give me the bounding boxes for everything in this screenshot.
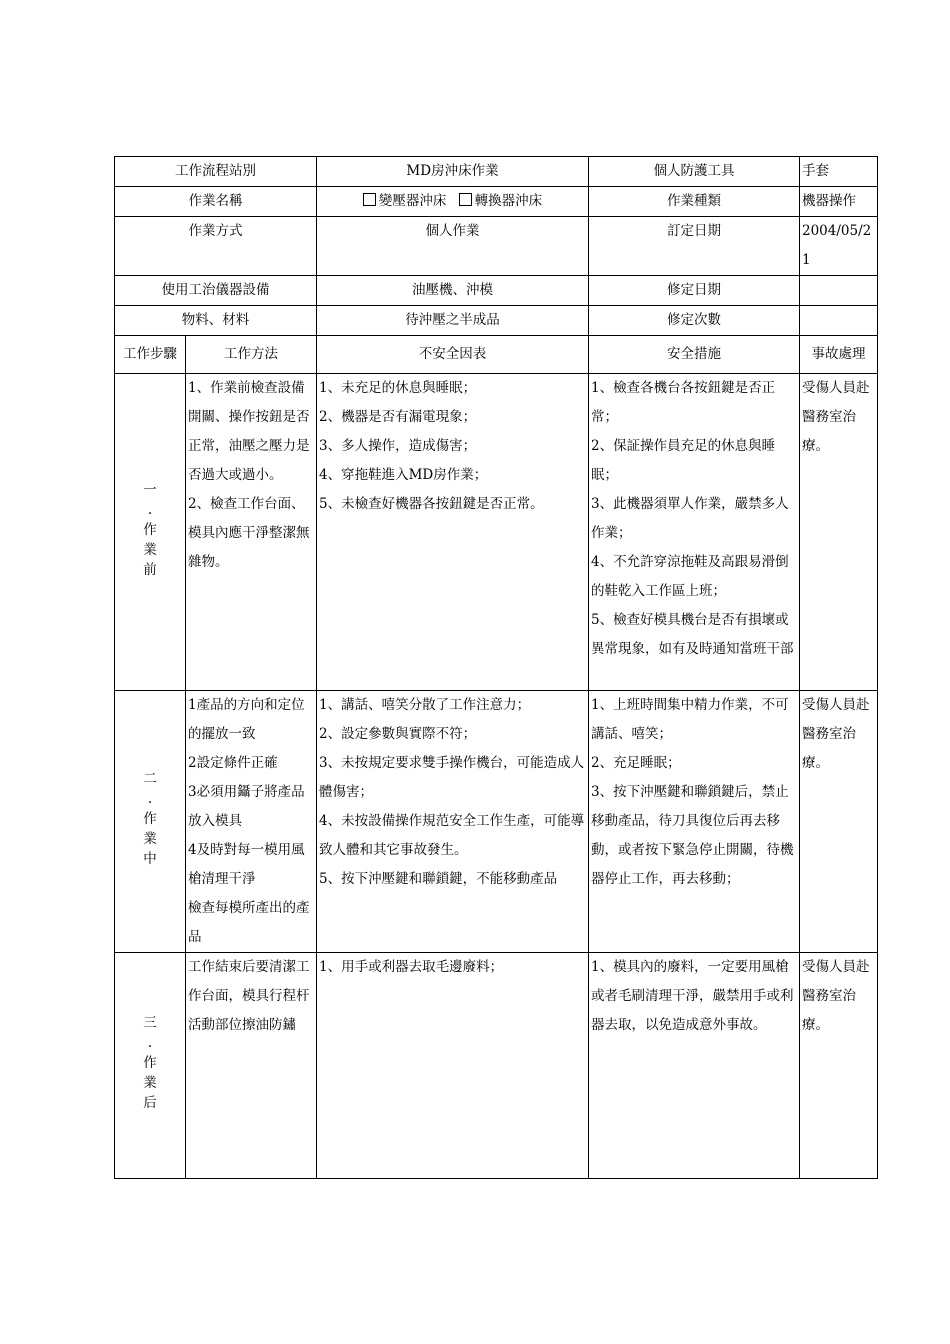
list-item: 2設定條件正確 [188,755,278,771]
step-measures [589,374,800,691]
row-job-name [115,187,878,217]
step-accident: 受傷人員赴醫務室治療。 [800,953,878,1179]
step-measures [589,953,800,1179]
step-label [115,953,186,1179]
list-item: 2、機器是否有漏電現象； [319,409,477,425]
step-label [115,691,186,953]
checkbox-icon [459,193,472,206]
step-row [115,691,878,953]
step-label-text: 二 . 作 業 中 [143,771,157,867]
step-label-text: 三 . 作 業 后 [143,1015,157,1111]
list-item: 3、未按規定要求雙手操作機台，可能造成人體傷害； [319,755,585,800]
step-accident: 受傷人員赴醫務室治療。 [800,691,878,953]
job-type-value: 機器操作 [800,187,878,217]
ppe-value: 手套 [800,157,878,187]
row-equipment [115,276,878,306]
list-item: 1、未充足的休息與睡眠； [319,380,477,396]
step-label [115,374,186,691]
col-step: 工作步驟 [115,336,186,374]
option-label: 變壓器沖床 [378,193,447,209]
revise-date-label: 修定日期 [589,276,800,306]
list-item: 1、作業前檢查設備開關、操作按鈕是否正常，油壓之壓力是否過大或過小。 [188,380,310,483]
material-value: 待沖壓之半成品 [317,306,589,336]
checkbox-icon [363,193,376,206]
row-station [115,157,878,187]
list-item: 1、上班時間集中精力作業，不可講話、嘻笑； [591,697,789,742]
list-item: 3、此機器須單人作業，嚴禁多人作業； [591,496,789,541]
method-label: 作業方式 [115,217,317,276]
col-method: 工作方法 [186,336,317,374]
step-method [186,953,317,1179]
col-measures: 安全措施 [589,336,800,374]
job-name-options [317,187,589,217]
row-method [115,217,878,276]
material-label: 物料、材料 [115,306,317,336]
step-hazards [317,374,589,691]
list-item: 3、按下沖壓鍵和聯鎖鍵后，禁止移動產品，待刀具復位后再去移動，或者按下緊急停止開關，待機器停止工作，再去移動； [591,784,794,887]
column-header-row [115,336,878,374]
revise-count-label: 修定次數 [589,306,800,336]
equipment-value: 油壓機、沖模 [317,276,589,306]
set-date-value: 2004/05/21 [800,217,878,276]
ppe-label: 個人防護工具 [589,157,800,187]
list-item: 2、檢查工作台面、模具內應干淨整潔無雜物。 [188,496,310,570]
step-row [115,374,878,691]
revise-count-value [800,306,878,336]
list-item: 1、用手或利器去取毛邊廢料； [319,959,504,975]
step-accident: 受傷人員赴醫務室治療。 [800,374,878,691]
job-name-label: 作業名稱 [115,187,317,217]
list-item: 1、檢查各機台各按鈕鍵是否正常； [591,380,776,425]
col-hazards: 不安全因表 [317,336,589,374]
equipment-label: 使用工治儀器設備 [115,276,317,306]
option-label: 轉換器沖床 [474,193,543,209]
list-item: 3、多人操作，造成傷害； [319,438,477,454]
revise-date-value [800,276,878,306]
step-hazards [317,953,589,1179]
station-label: 工作流程站別 [115,157,317,187]
list-item: 4、未按設備操作規范安全工作生產，可能導致人體和其它事故發生。 [319,813,585,858]
step-method [186,374,317,691]
list-item: 5、未檢查好機器各按鈕鍵是否正常。 [319,496,544,512]
step-label-text: 一 . 作 業 前 [143,481,157,578]
list-item: 工作結束后要清潔工作台面，模具行程杆活動部位擦油防鏽 [188,959,310,1033]
station-value: MD房沖床作業 [317,157,589,187]
row-material [115,306,878,336]
list-item: 1產品的方向和定位的擺放一致 [188,697,305,742]
job-type-label: 作業種類 [589,187,800,217]
step-hazards [317,691,589,953]
list-item: 4、不允許穿涼拖鞋及高跟易滑倒的鞋乾入工作區上班； [591,554,789,599]
option-converter[interactable] [459,187,543,216]
list-item: 1、講話、嘻笑分散了工作注意力； [319,697,531,713]
col-accident: 事故處理 [800,336,878,374]
set-date-label: 訂定日期 [589,217,800,276]
list-item: 2、保証操作員充足的休息與睡眠； [591,438,776,483]
list-item: 1、模具內的廢料，一定要用風槍或者毛刷清理干淨，嚴禁用手或利器去取，以免造成意外事故。 [591,959,794,1033]
list-item: 3必須用鑷子將產品放入模具 [188,784,305,829]
step-row [115,953,878,1179]
list-item: 5、檢查好模具機台是否有損壞或異常現象，如有及時通知當班干部 [591,612,794,657]
step-method [186,691,317,953]
list-item: 檢查每模所產出的產品 [188,900,310,945]
list-item: 4及時對每一模用風槍清理干淨 [188,842,305,887]
step-measures [589,691,800,953]
list-item: 2、設定參數與實際不符； [319,726,477,742]
method-value: 個人作業 [317,217,589,276]
option-transformer[interactable] [363,187,447,216]
list-item: 2、充足睡眠； [591,755,681,771]
safety-procedure-table [114,156,878,1179]
list-item: 5、按下沖壓鍵和聯鎖鍵，不能移動產品 [319,871,558,887]
list-item: 4、穿拖鞋進入MD房作業； [319,467,488,483]
